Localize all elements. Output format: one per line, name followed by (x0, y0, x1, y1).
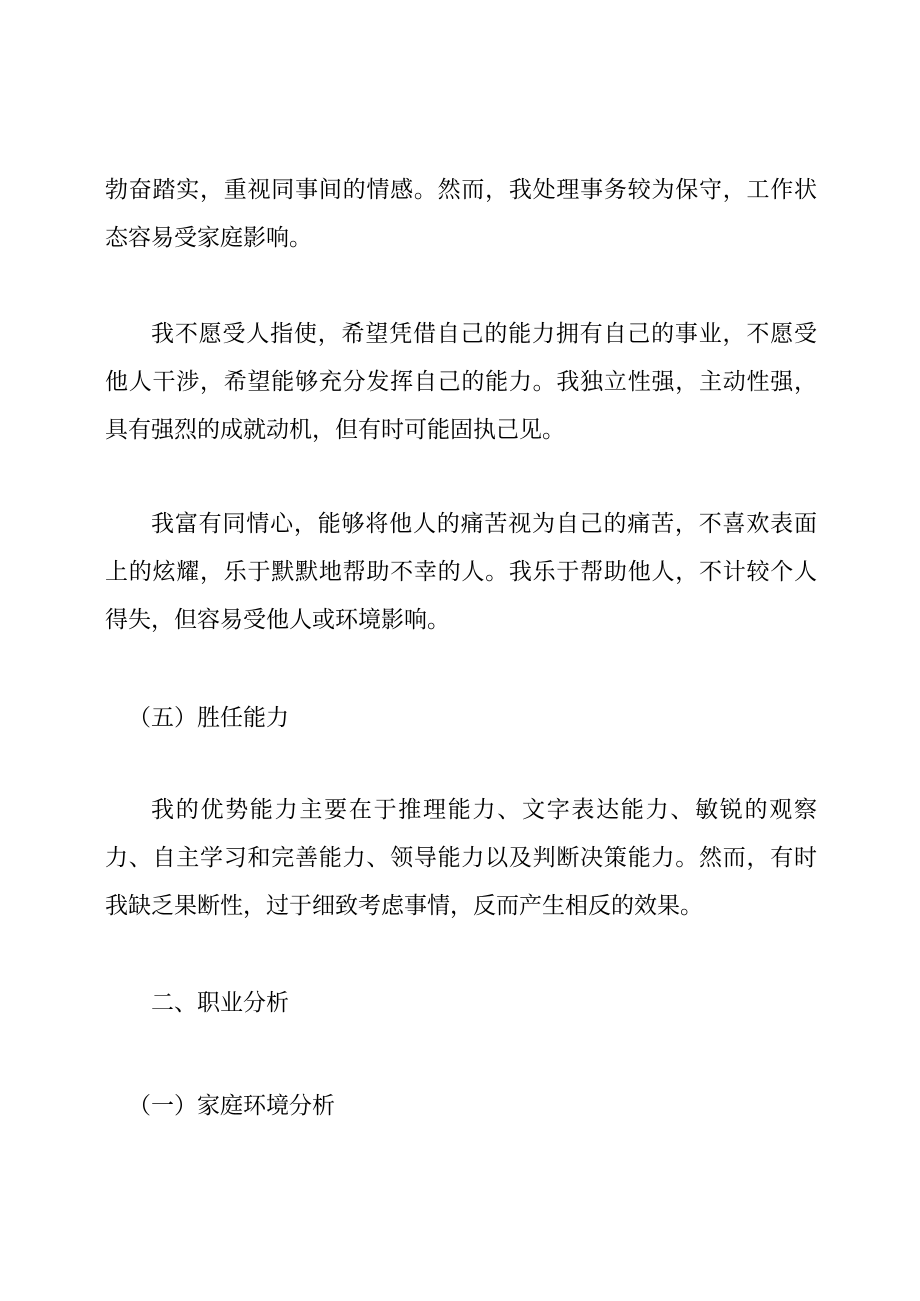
paragraph-continuation: 勃奋踏实，重视同事间的情感。然而，我处理事务较为保守，工作状态容易受家庭影响。 (105, 177, 817, 251)
section-heading-family-environment: （一）家庭环境分析 (128, 1093, 335, 1119)
paragraph-empathy: 我富有同情心，能够将他人的痛苦视为自己的痛苦，不喜欢表面上的炫耀，乐于默默地帮助不幸的人。我乐于帮助他人，不计较个人得失，但容易受他人或环境影响。 (105, 511, 817, 633)
section-heading-competence: （五）胜任能力 (128, 705, 289, 731)
chapter-heading-career-analysis: 二、职业分析 (151, 990, 289, 1016)
paragraph-abilities: 我的优势能力主要在于推理能力、文字表达能力、敏锐的观察力、自主学习和完善能力、领导能力以及判断决策能力。然而，有时我缺乏果断性，过于细致考虑事情，反而产生相反的效果。 (105, 797, 817, 919)
paragraph-independence: 我不愿受人指使，希望凭借自己的能力拥有自己的事业，不愿受他人干涉，希望能够充分发挥自己的能力。我独立性强，主动性强，具有强烈的成就动机，但有时可能固执己见。 (105, 321, 817, 443)
